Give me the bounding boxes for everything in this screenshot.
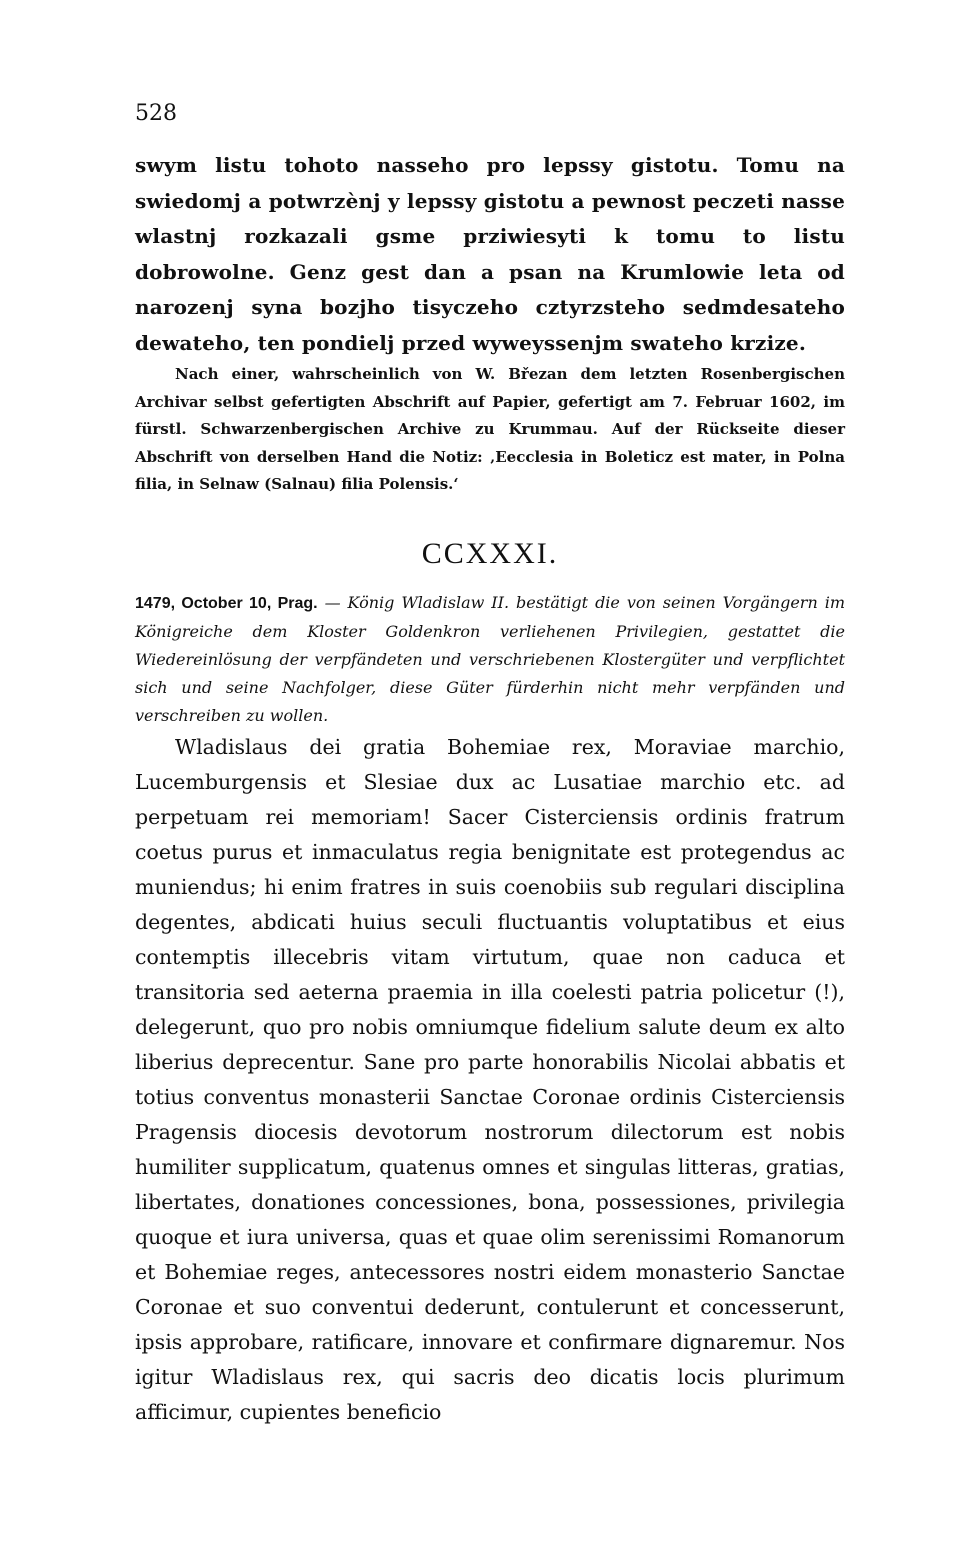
document-body bbox=[135, 730, 845, 1430]
regest-text: — König Wladislaw II. bestätigt die von seinen Vorgängern im Königreiche dem Kloster Goldenkron verliehenen Privilegien, gestattet die Wiedereinlösung der verpfändeten und verschriebenen Klostergüter und verpflichtet sich und seine Nachfolger, diese Güter fürderhin nicht mehr verpfänden und verschreiben zu wollen. bbox=[135, 592, 845, 725]
main-text: Wladislaus dei gratia Bohemiae rex, Moraviae marchio, Lucemburgensis et Slesiae dux ac Lusatiae marchio etc. ad perpetuam rei memoriam! Sacer Cisterciensis ordinis fratrum coetus purus et inmaculatus regia benignitate est protegendus ac muniendus; hi enim fratres in suis coenobiis sub regulari disciplina degentes, abdicati huius seculi fluctuantis voluptatibus et eius contemptis illecebris vitam virtutum, quae non caduca et transitoria sed aeterna praemia in illa coelesti patria policetur (!), delegerunt, quo pro nobis omniumque fidelium salute deum ex alto liberius deprecentur. Sane pro parte honorabilis Nicolai abbatis et totius conventus monasterii Sanctae Coronae ordinis Cisterciensis Pragensis diocesis devotorum nostrorum dilectorum est nobis humiliter supplicatum, quatenus omnes et singulas litteras, gratias, libertates, donationes concessiones, bona, possessiones, privilegia quoque et iura universa, quas et quae olim serenissimi Romanorum et Bohemiae reges, antecessores nostri eidem monasterio Sanctae Coronae et suo conventui dederunt, contulerunt et concesserunt, ipsis approbare, ratificare, innovare et confirmare dignaremur. Nos igitur Wladislaus rex, qui sacris deo dicatis locis plurimum afficimur, cupientes beneficio bbox=[135, 734, 845, 1424]
document-date-place: 1479, October 10, Prag. bbox=[135, 594, 318, 612]
source-note: Nach einer, wahrscheinlich von W. Březan dem letzten Rosenbergischen Archivar selbst gefertigten Abschrift auf Papier, gefertigt am 7. Februar 1602, im fürstl. Schwarzenbergischen Archive zu Krummau. Auf der Rückseite dieser Abschrift von derselben Hand die Notiz: ‚Eecclesia in Boleticz est mater, in Polna filia, in Selnaw (Salnau) filia Polensis.‘ bbox=[135, 365, 845, 493]
intro-paragraph: swym listu tohoto nasseho pro lepssy gistotu. Tomu na swiedomj a potwrzènj y lepssy gistotu a pewnost peczeti nasse wlastnj rozkazali gsme prziwiesyti k tomu to listu dobrowolne. Genz gest dan a psan na Krumlowie leta od narozenj syna bozjho tisyczeho cztyrzsteho sedmdesateho dewateho, ten pondielj przed wyweyssenjm swateho krzize. bbox=[135, 153, 845, 355]
page-number: 528 bbox=[135, 101, 177, 126]
document-number: CCXXXI. bbox=[421, 536, 559, 570]
document-page bbox=[135, 100, 845, 1430]
document-header bbox=[135, 589, 845, 730]
previous-document-ending bbox=[135, 148, 845, 499]
regest bbox=[135, 589, 845, 730]
